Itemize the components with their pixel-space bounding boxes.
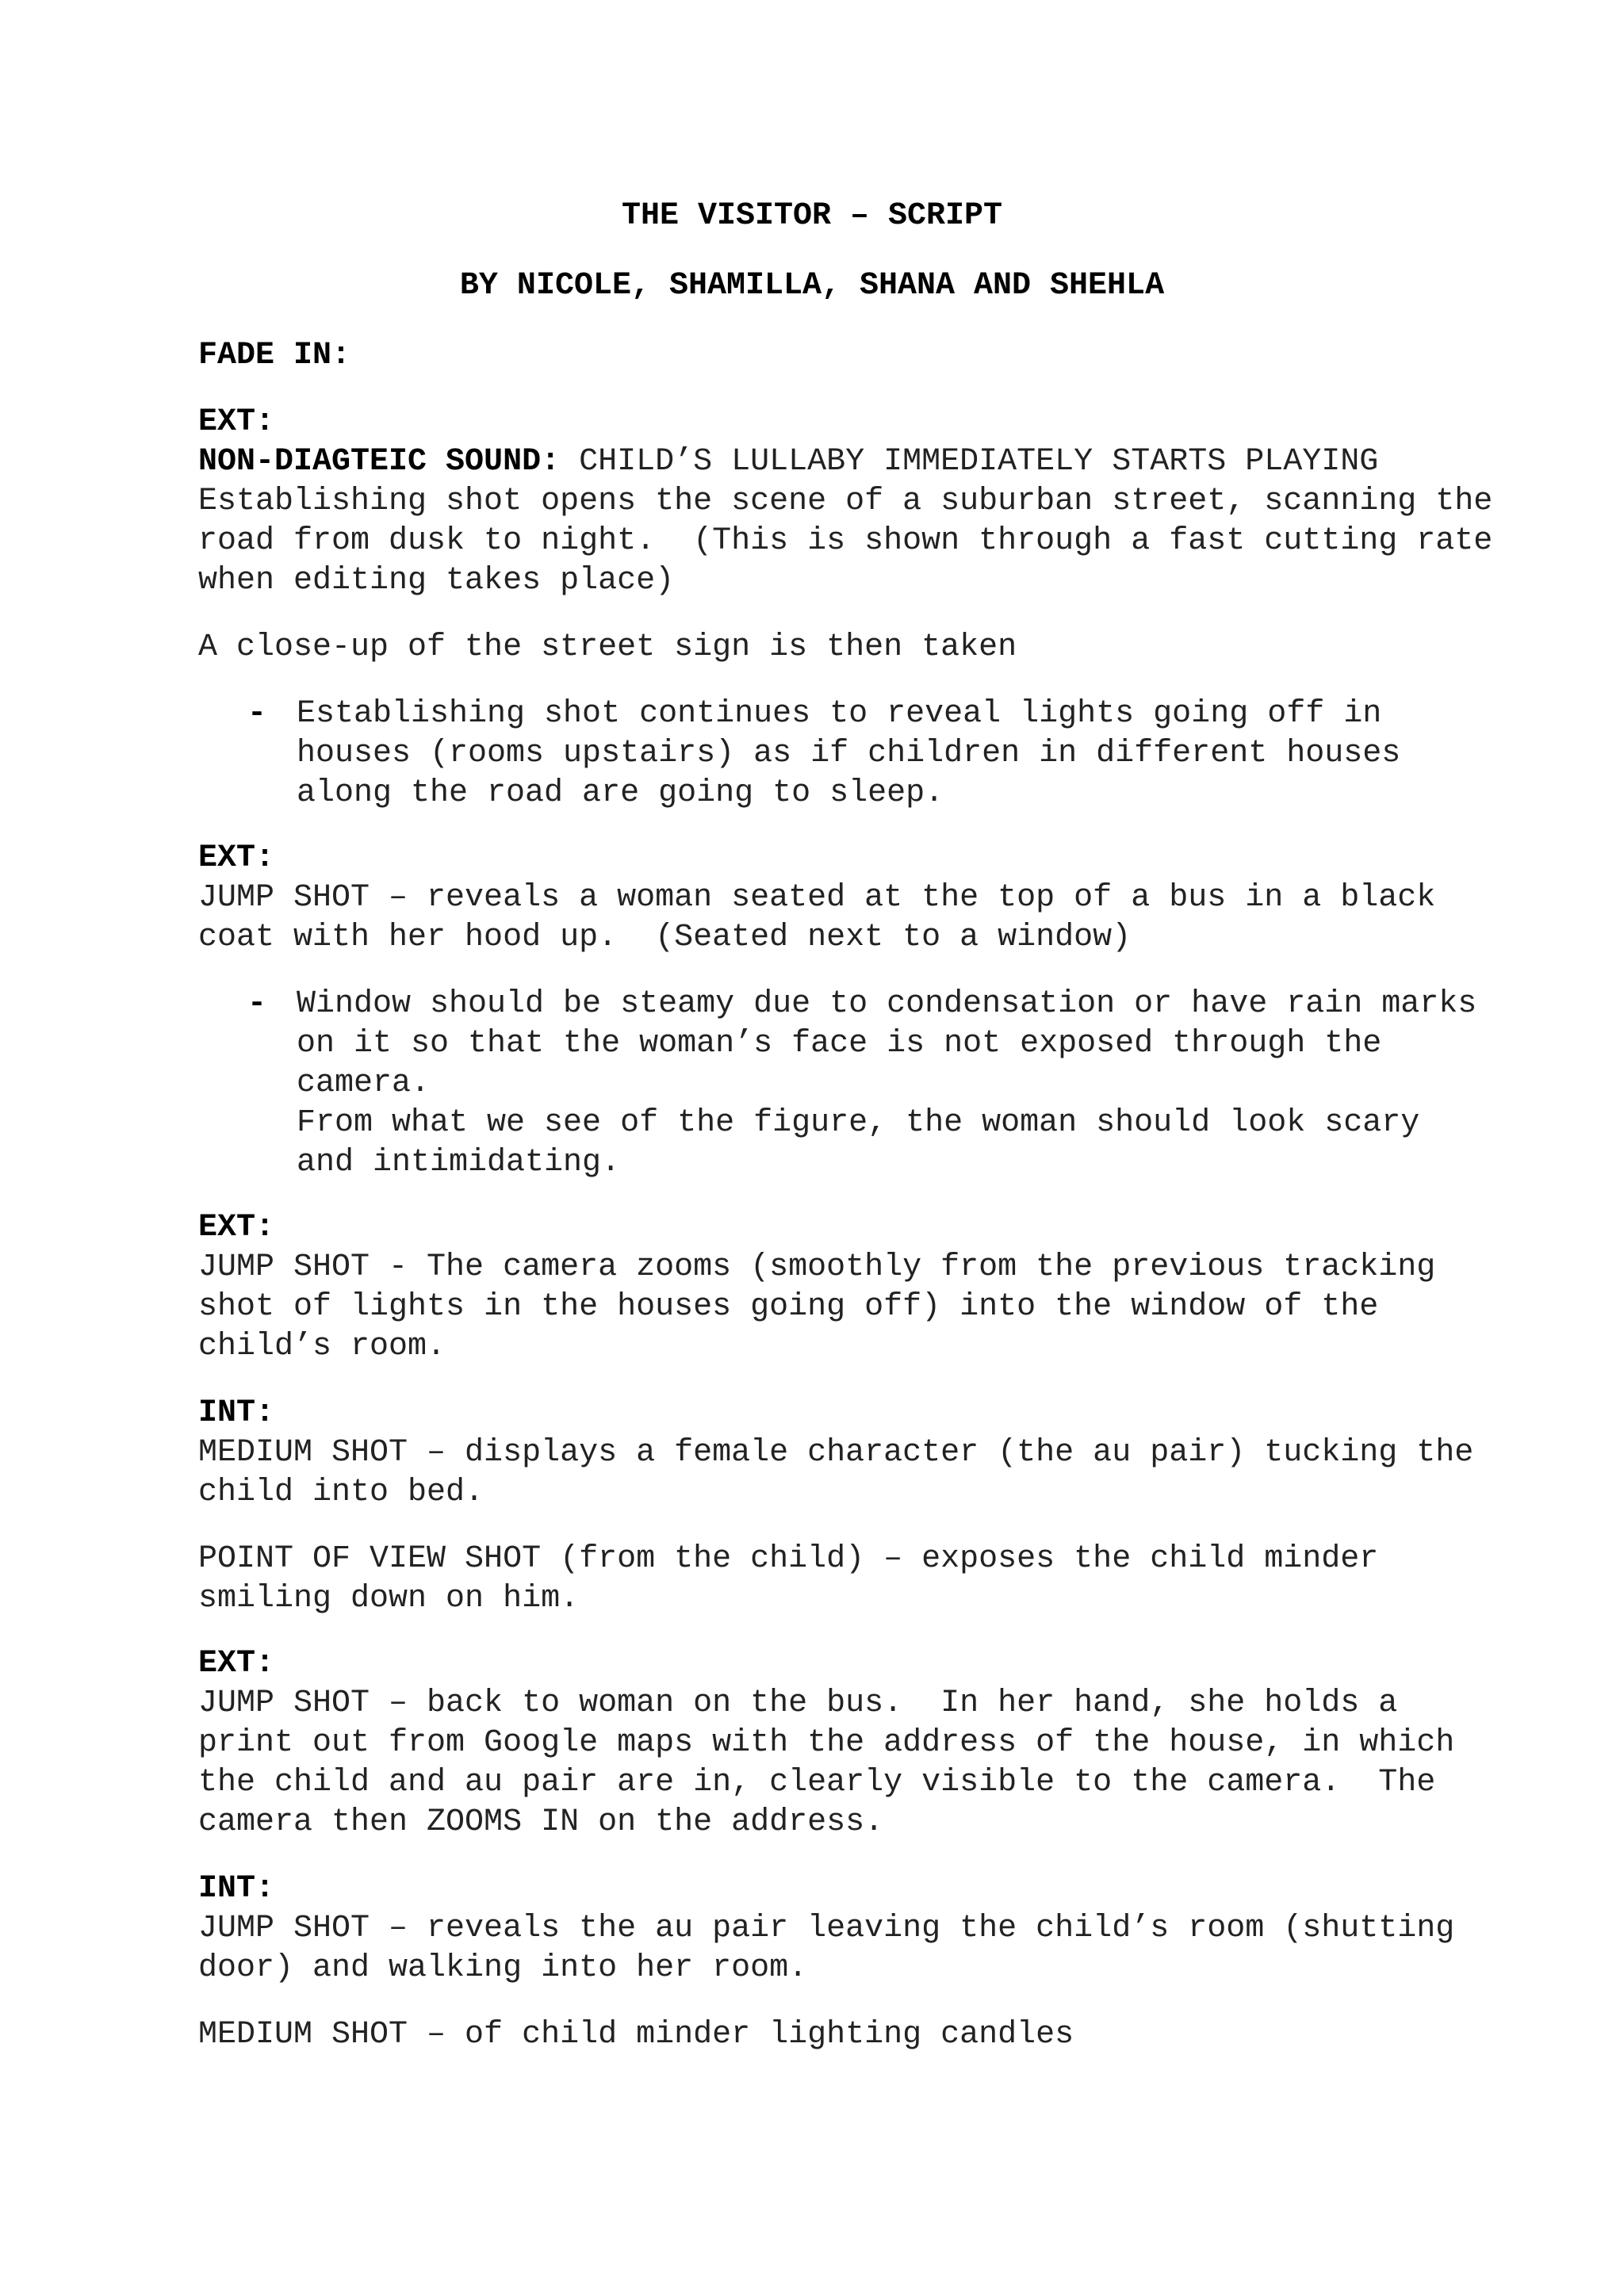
scene4-pov-line: smiling down on him. [198,1581,580,1617]
script-authors: BY NICOLE, SHAMILLA, SHANA AND SHEHLA [459,268,1165,304]
scene3-line: shot of lights in the houses going off) into the window of the [198,1289,1379,1325]
scene1-heading: EXT: [198,404,275,440]
scene1-line: Establishing shot opens the scene of a suburban street, scanning the [198,484,1493,519]
scene3-line: JUMP SHOT - The camera zooms (smoothly from the previous tracking [198,1249,1436,1285]
scene1-line: when editing takes place) [198,563,675,599]
scene2-bullet-line: camera. [297,1066,431,1101]
sound-label: NON-DIAGTEIC SOUND: [198,444,561,480]
scene1-bullet-line: Establishing shot continues to reveal lights going off in [297,696,1382,732]
bullet-dash: - [247,986,267,1022]
scene2-bullet-line: on it so that the woman’s face is not exposed through the [297,1026,1382,1062]
scene1-bullet-line: along the road are going to sleep. [297,775,944,811]
scene5-line: JUMP SHOT – back to woman on the bus. In her hand, she holds a [198,1686,1398,1721]
bullet-dash: - [247,696,267,732]
scene4-heading: INT: [198,1395,275,1431]
scene6-medium-shot: MEDIUM SHOT – of child minder lighting candles [198,2017,1074,2053]
scene4-line: MEDIUM SHOT – displays a female character (the au pair) tucking the [198,1435,1474,1471]
scene6-heading: INT: [198,1871,275,1907]
scene5-heading: EXT: [198,1646,275,1682]
scene2-line: coat with her hood up. (Seated next to a window) [198,920,1132,955]
scene3-line: child’s room. [198,1329,446,1364]
scene3-heading: EXT: [198,1210,275,1246]
scene2-line: JUMP SHOT – reveals a woman seated at the top of a bus in a black [198,880,1436,916]
scene5-line: camera then ZOOMS IN on the address. [198,1804,884,1840]
scene2-bullet-line: and intimidating. [297,1145,621,1181]
scene6-line: JUMP SHOT – reveals the au pair leaving the child’s room (shutting [198,1911,1455,1946]
scene1-bullet-line: houses (rooms upstairs) as if children in different houses [297,736,1401,771]
scene2-bullet-line: Window should be steamy due to condensation or have rain marks [297,986,1477,1022]
fade-in-heading: FADE IN: [198,338,351,373]
scene2-heading: EXT: [198,840,275,876]
script-title: THE VISITOR – SCRIPT [621,198,1003,234]
sound-text: CHILD’S LULLABY IMMEDIATELY STARTS PLAYING [560,444,1379,480]
scene6-line: door) and walking into her room. [198,1950,808,1986]
scene5-line: print out from Google maps with the address of the house, in which [198,1725,1455,1761]
scene4-pov-line: POINT OF VIEW SHOT (from the child) – exposes the child minder [198,1541,1379,1577]
scene5-line: the child and au pair are in, clearly visible to the camera. The [198,1765,1436,1800]
scene1-closeup: A close-up of the street sign is then taken [198,629,1017,665]
scene1-sound-line [198,442,1378,482]
scene2-bullet-line: From what we see of the figure, the woman should look scary [297,1105,1420,1141]
scene1-line: road from dusk to night. (This is shown through a fast cutting rate [198,523,1493,559]
scene4-line: child into bed. [198,1475,485,1510]
